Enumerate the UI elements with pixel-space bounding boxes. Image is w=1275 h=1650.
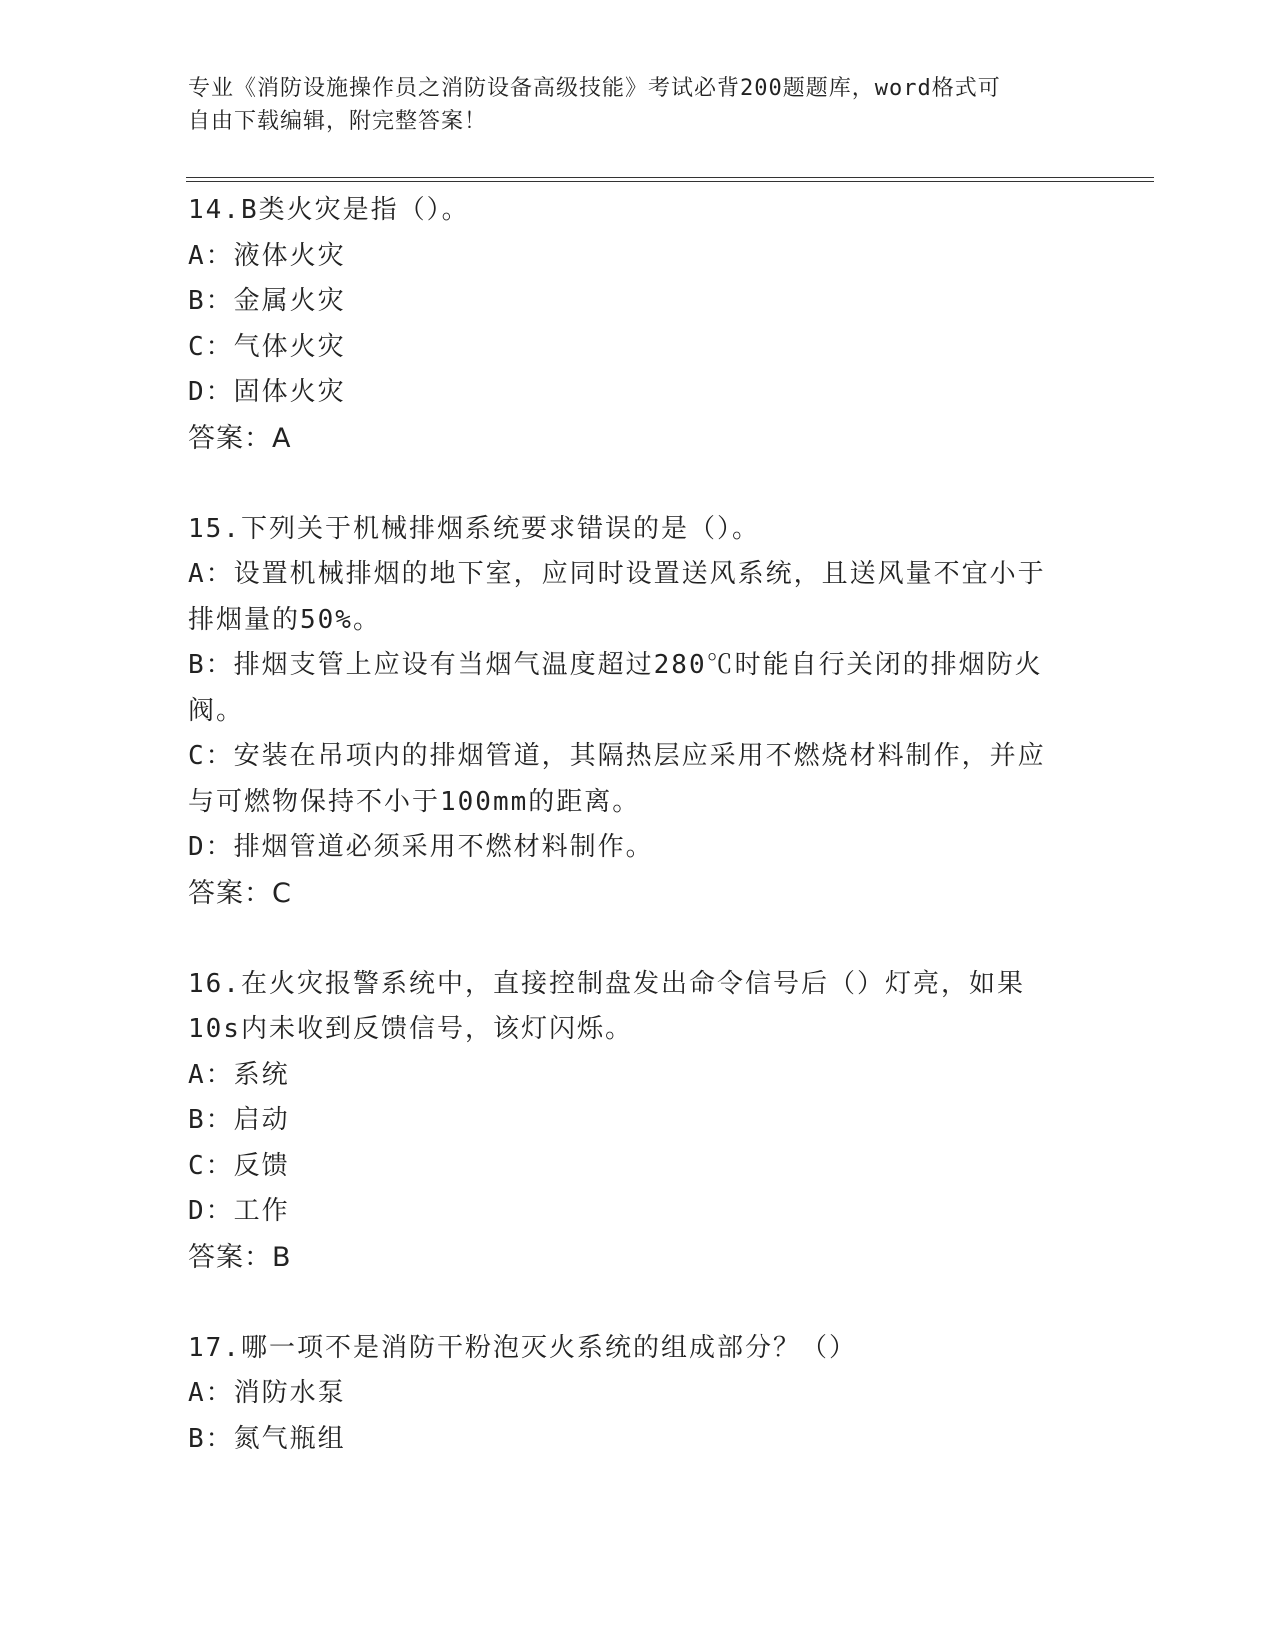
header-line-1: 专业《消防设施操作员之消防设备高级技能》考试必背200题题库，word格式可: [188, 76, 1001, 101]
option-a-continued: 排烟量的50%。: [188, 604, 381, 635]
option-b: B：排烟支管上应设有当烟气温度超过280℃时能自行关闭的排烟防火: [188, 650, 1043, 680]
question-list: [188, 188, 1088, 1462]
option-d: D：工作: [188, 1196, 290, 1226]
answer-line: 答案：B: [188, 1241, 292, 1273]
header-line-2: 自由下载编辑，附完整答案！: [188, 109, 488, 134]
question-15: [188, 507, 1088, 917]
option-b: B：金属火灾: [188, 286, 346, 316]
option-a: A：系统: [188, 1059, 290, 1090]
question-spacer: [188, 916, 1088, 962]
option-c: C：反馈: [188, 1150, 290, 1181]
question-stem: 14.B类火灾是指（）。: [188, 195, 470, 225]
document-header: [188, 72, 1068, 138]
question-stem: 17.哪一项不是消防干粉泡灭火系统的组成部分？（）: [188, 1332, 857, 1363]
option-c: C：安装在吊项内的排烟管道，其隔热层应采用不燃烧材料制作，并应: [188, 741, 1046, 771]
answer-line: 答案：A: [188, 422, 292, 454]
question-16: [188, 962, 1088, 1281]
header-divider-top: [186, 177, 1154, 178]
question-spacer: [188, 461, 1088, 507]
header-divider-bottom: [186, 181, 1154, 182]
question-17: [188, 1326, 1088, 1463]
option-a: A：设置机械排烟的地下室，应同时设置送风系统，且送风量不宜小于: [188, 559, 1046, 589]
option-b: B：氮气瓶组: [188, 1423, 346, 1454]
option-c-continued: 与可燃物保持不小于100mm的距离。: [188, 786, 641, 817]
option-d: D：排烟管道必须采用不燃材料制作。: [188, 832, 654, 862]
option-c: C：气体火灾: [188, 331, 346, 362]
option-a: A：液体火灾: [188, 240, 346, 271]
question-stem: 15.下列关于机械排烟系统要求错误的是（）。: [188, 513, 760, 544]
answer-line: 答案：C: [188, 877, 292, 909]
question-14: [188, 188, 1088, 461]
question-spacer: [188, 1280, 1088, 1326]
option-a: A：消防水泵: [188, 1378, 346, 1408]
option-d: D：固体火灾: [188, 377, 346, 407]
option-b-continued: 阀。: [188, 695, 245, 726]
question-stem: 16.在火灾报警系统中，直接控制盘发出命令信号后（）灯亮，如果: [188, 968, 1025, 999]
question-stem-continued: 10s内未收到反馈信号，该灯闪烁。: [188, 1014, 633, 1044]
option-b: B：启动: [188, 1105, 290, 1135]
